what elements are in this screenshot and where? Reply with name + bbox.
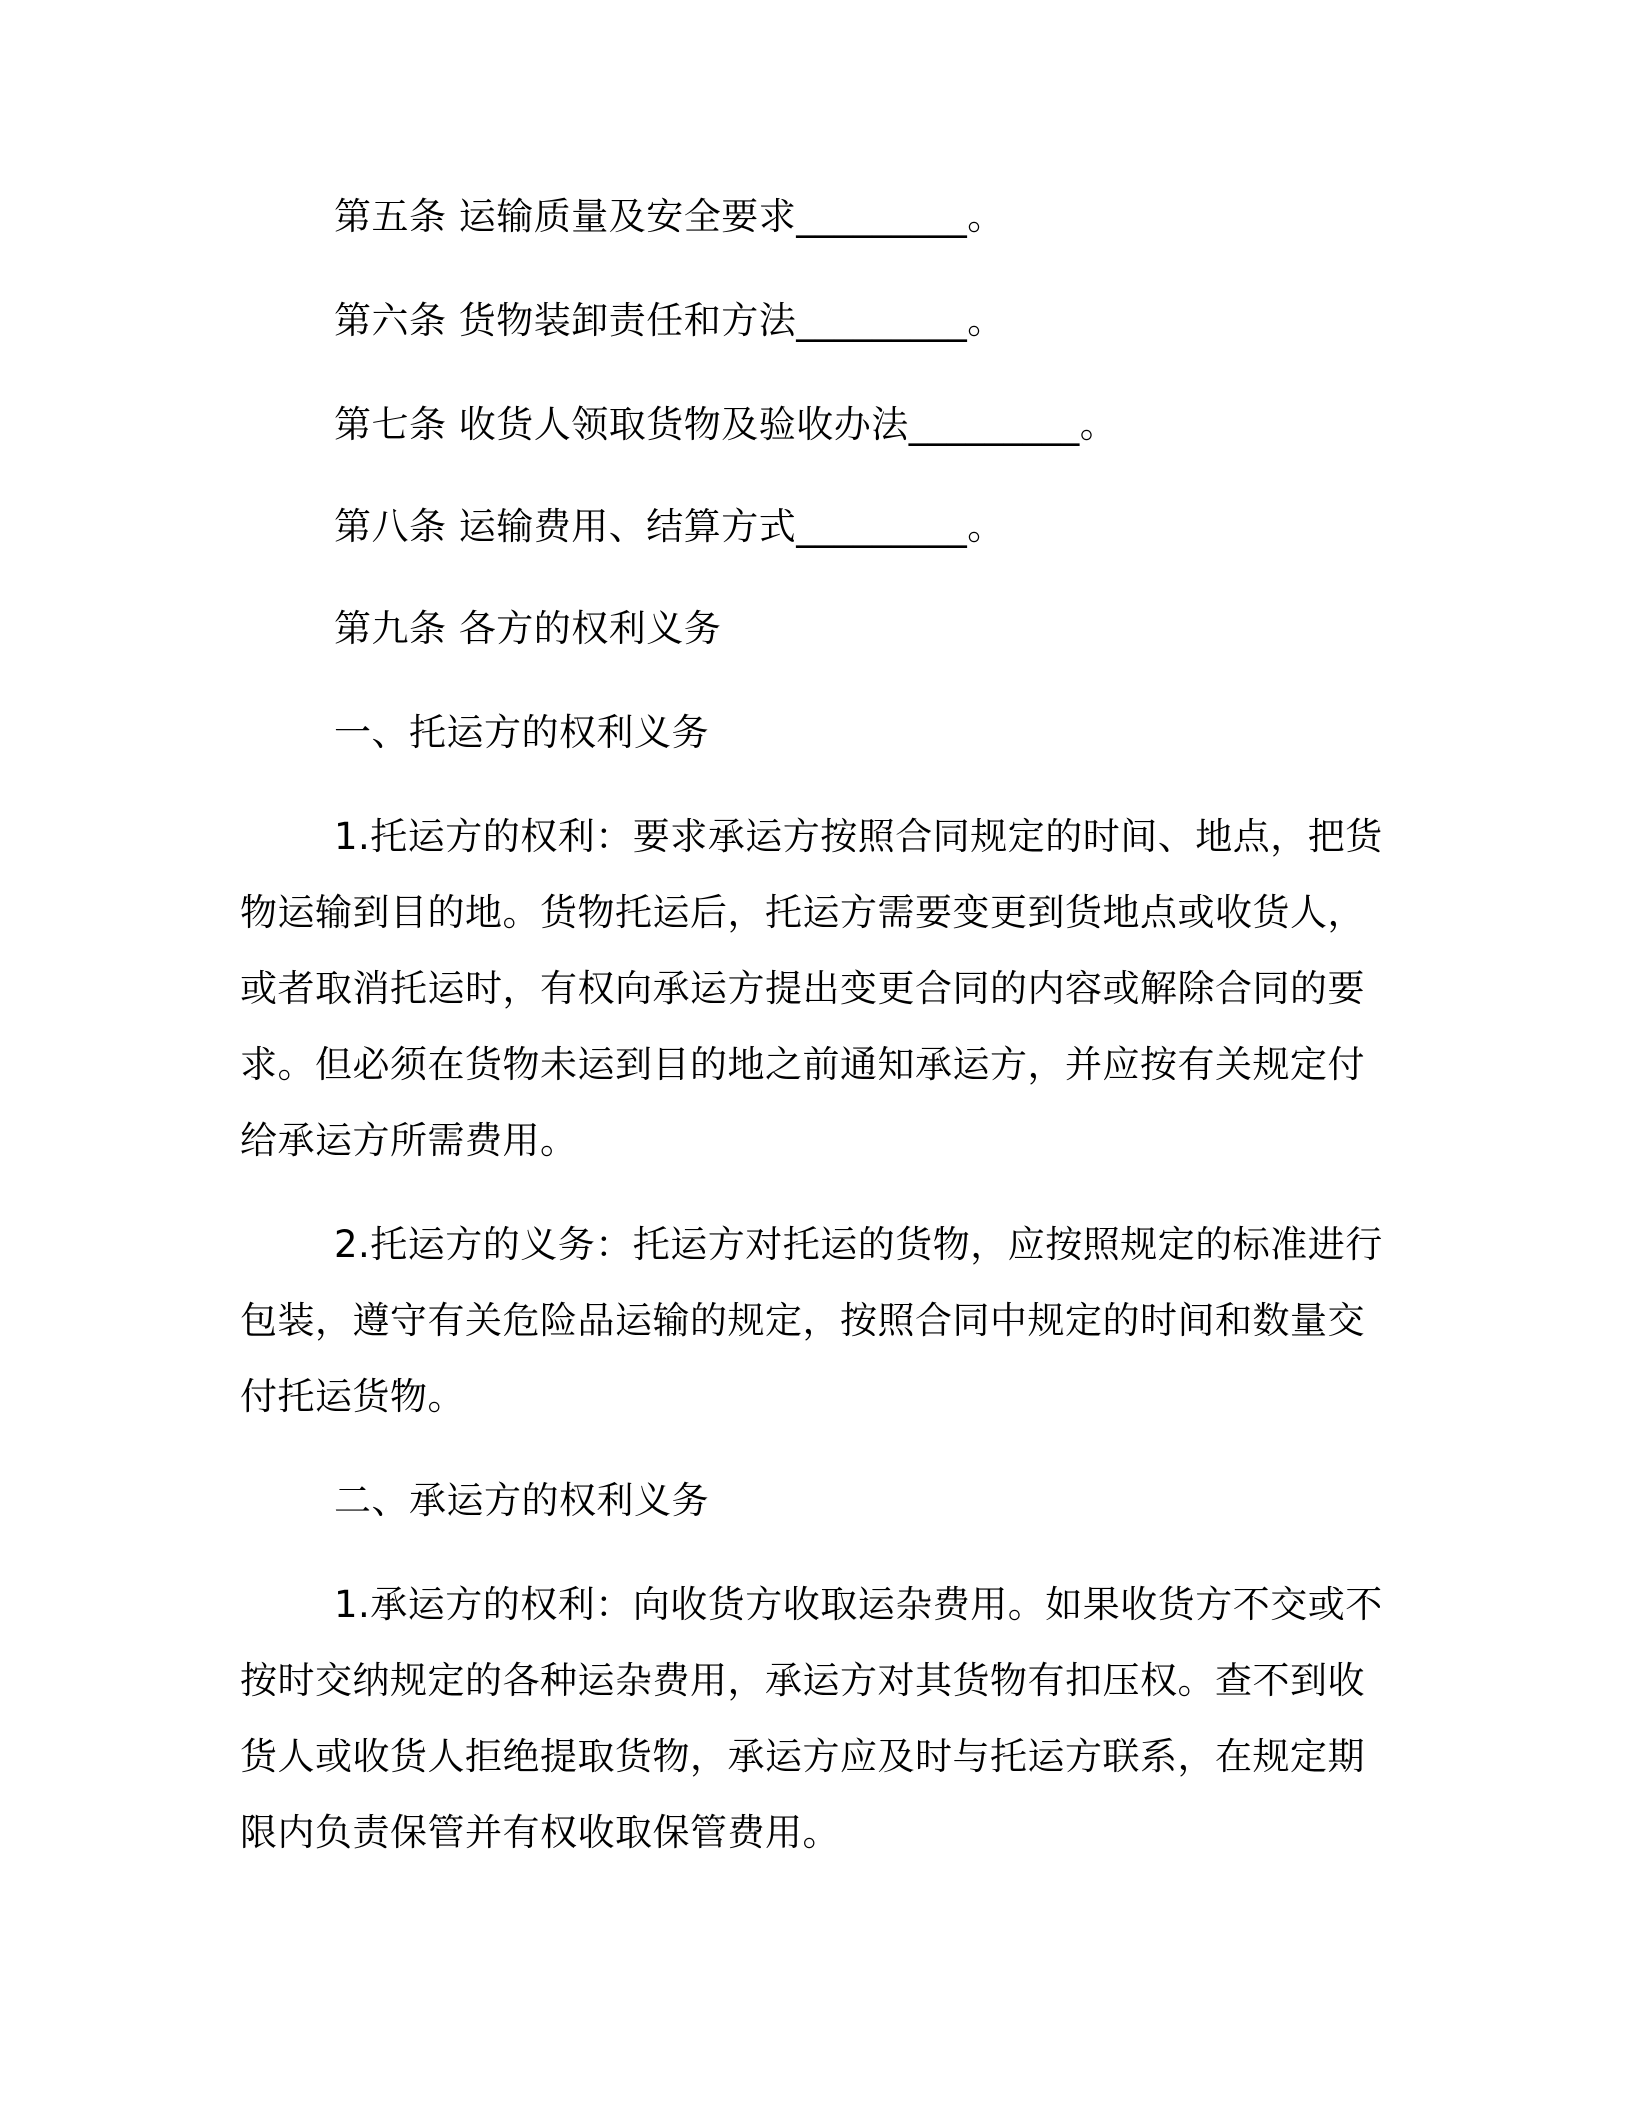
section-2-heading: 二、承运方的权利义务: [334, 1479, 709, 1522]
article-9-heading: 第九条 各方的权利义务: [334, 607, 722, 650]
paragraph-line: 给承运方所需费用。: [240, 1119, 578, 1162]
paragraph-line: 1.承运方的权利：向收货方收取运杂费用。如果收货方不交或不: [334, 1583, 1383, 1626]
paragraph-line: 物运输到目的地。货物托运后，托运方需要变更到货地点或收货人，: [240, 891, 1365, 934]
article-7: 第七条 收货人领取货物及验收办法_________。: [334, 403, 1118, 446]
paragraph-line: 按时交纳规定的各种运杂费用，承运方对其货物有扣压权。查不到收: [240, 1659, 1365, 1702]
paragraph-line: 限内负责保管并有权收取保管费用。: [240, 1811, 840, 1854]
paragraph-line: 2.托运方的义务：托运方对托运的货物，应按照规定的标准进行: [334, 1223, 1383, 1266]
paragraph-line: 1.托运方的权利：要求承运方按照合同规定的时间、地点，把货: [334, 815, 1383, 858]
paragraph-line: 求。但必须在货物未运到目的地之前通知承运方，并应按有关规定付: [240, 1043, 1365, 1086]
article-5: 第五条 运输质量及安全要求_________。: [334, 195, 1005, 238]
paragraph-line: 或者取消托运时，有权向承运方提出变更合同的内容或解除合同的要: [240, 967, 1365, 1010]
paragraph-line: 货人或收货人拒绝提取货物，承运方应及时与托运方联系，在规定期: [240, 1735, 1365, 1778]
article-6: 第六条 货物装卸责任和方法_________。: [334, 299, 1005, 342]
paragraph-line: 包装，遵守有关危险品运输的规定，按照合同中规定的时间和数量交: [240, 1299, 1365, 1342]
section-1-heading: 一、托运方的权利义务: [334, 711, 709, 754]
article-8: 第八条 运输费用、结算方式_________。: [334, 505, 1005, 548]
paragraph-line: 付托运货物。: [240, 1375, 465, 1418]
